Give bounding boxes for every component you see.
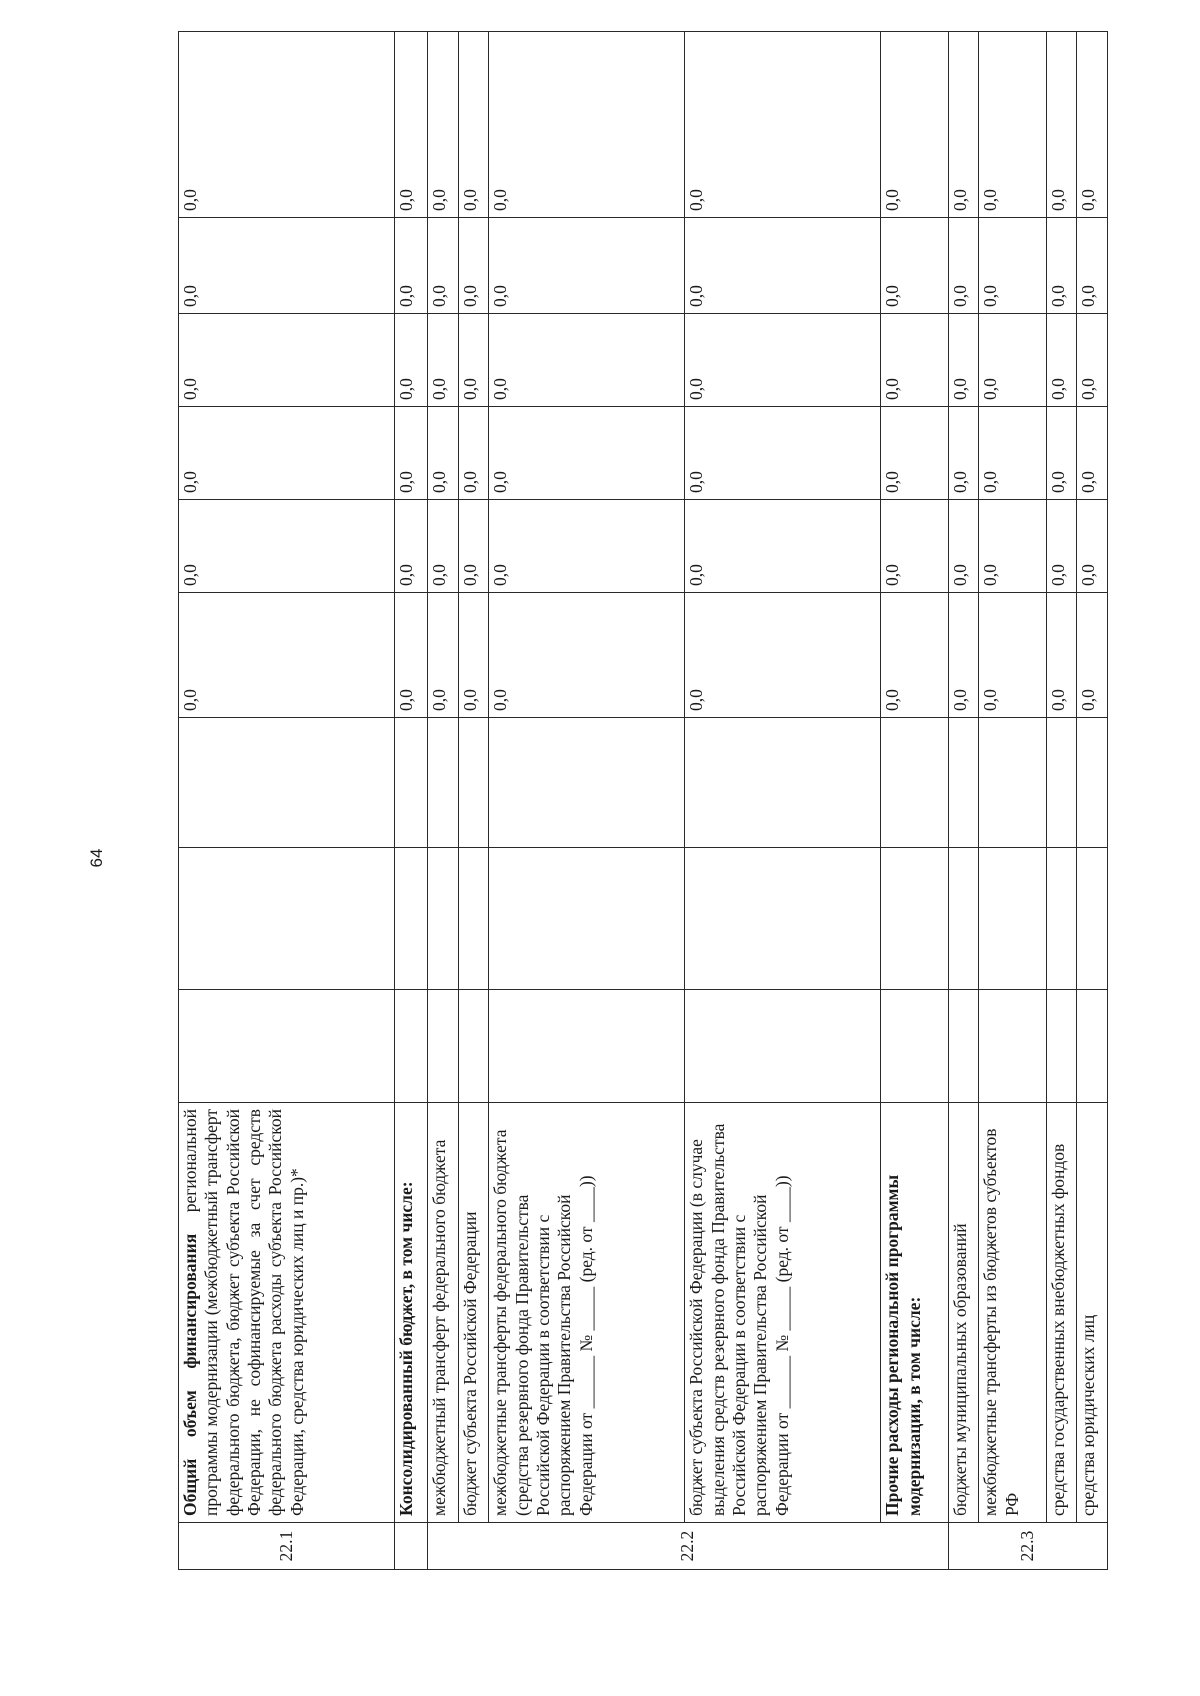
row-description: Общий объем финансирования региональной программы модернизации (межбюджетный трансферт федерального бюджета, бюджет субъекта Российской Федерации, не софинансируемые за счет средств федерального бюджета расходы субъекта Российской Федерации, средства юридических лиц и пр.)* — [179, 1103, 395, 1523]
row-number — [394, 1523, 428, 1570]
value-cell: 0,0 — [179, 218, 395, 314]
value-cell: 0,0 — [948, 500, 978, 593]
value-cell: 0,0 — [1077, 407, 1108, 500]
value-cell: 0,0 — [458, 500, 488, 593]
value-cell: 0,0 — [881, 593, 949, 718]
empty-cell — [1046, 990, 1076, 1103]
empty-cell — [428, 848, 458, 990]
table-row — [179, 32, 395, 1570]
value-cell: 0,0 — [489, 593, 685, 718]
value-cell: 0,0 — [489, 314, 685, 407]
row-description: бюджет субъекта Российской Федерации (в случае выделения средств резервного фонда Правительства Российской Федерации в соответствии с распоряжением Правительства Российской Федерации от ______ № _____ (ред. от ____)) — [685, 1103, 881, 1523]
value-cell: 0,0 — [394, 500, 428, 593]
value-cell: 0,0 — [179, 32, 395, 218]
value-cell: 0,0 — [458, 218, 488, 314]
value-cell: 0,0 — [428, 407, 458, 500]
value-cell: 0,0 — [1077, 314, 1108, 407]
value-cell: 0,0 — [489, 500, 685, 593]
empty-cell — [179, 848, 395, 990]
value-cell: 0,0 — [1046, 32, 1076, 218]
value-cell: 0,0 — [1077, 593, 1108, 718]
value-cell: 0,0 — [881, 314, 949, 407]
empty-cell — [948, 848, 978, 990]
value-cell: 0,0 — [685, 593, 881, 718]
table-row — [948, 32, 978, 1570]
empty-cell — [458, 990, 488, 1103]
value-cell: 0,0 — [179, 500, 395, 593]
value-cell: 0,0 — [685, 500, 881, 593]
row-number: 22.3 — [948, 1523, 1107, 1570]
value-cell: 0,0 — [428, 593, 458, 718]
empty-cell — [394, 848, 428, 990]
value-cell: 0,0 — [948, 593, 978, 718]
table-row — [1077, 32, 1108, 1570]
value-cell: 0,0 — [685, 218, 881, 314]
row-description: средства государственных внебюджетных фондов — [1046, 1103, 1076, 1523]
value-cell: 0,0 — [458, 407, 488, 500]
table-row — [979, 32, 1047, 1570]
value-cell: 0,0 — [394, 32, 428, 218]
empty-cell — [1046, 718, 1076, 848]
empty-cell — [489, 718, 685, 848]
value-cell: 0,0 — [979, 500, 1047, 593]
row-description: межбюджетный трансферт федерального бюджета — [428, 1103, 458, 1523]
value-cell: 0,0 — [881, 500, 949, 593]
table-row — [394, 32, 428, 1570]
value-cell: 0,0 — [394, 314, 428, 407]
value-cell: 0,0 — [428, 218, 458, 314]
empty-cell — [685, 848, 881, 990]
value-cell: 0,0 — [979, 32, 1047, 218]
value-cell: 0,0 — [394, 593, 428, 718]
value-cell: 0,0 — [979, 407, 1047, 500]
row-description: межбюджетные трансферты федерального бюджета (средства резервного фонда Правительства Российской Федерации в соответствии с распоряжением Правительства Российской Федерации от ______ № _____ (ред. от ____)) — [489, 1103, 685, 1523]
value-cell: 0,0 — [979, 218, 1047, 314]
value-cell: 0,0 — [948, 314, 978, 407]
value-cell: 0,0 — [881, 407, 949, 500]
value-cell: 0,0 — [428, 500, 458, 593]
value-cell: 0,0 — [489, 32, 685, 218]
value-cell: 0,0 — [179, 314, 395, 407]
value-cell: 0,0 — [979, 593, 1047, 718]
empty-cell — [948, 990, 978, 1103]
row-description: бюджеты муниципальных образований — [948, 1103, 978, 1523]
empty-cell — [1046, 848, 1076, 990]
row-description: бюджет субъекта Российской Федерации — [458, 1103, 488, 1523]
row-number: 22.1 — [179, 1523, 395, 1570]
page-number-text: 64 — [87, 848, 106, 868]
value-cell: 0,0 — [881, 218, 949, 314]
empty-cell — [1077, 848, 1108, 990]
table-row — [685, 32, 881, 1570]
value-cell: 0,0 — [394, 407, 428, 500]
table-row — [489, 32, 685, 1570]
empty-cell — [948, 718, 978, 848]
value-cell: 0,0 — [428, 32, 458, 218]
empty-cell — [458, 848, 488, 990]
value-cell: 0,0 — [458, 314, 488, 407]
value-cell: 0,0 — [1077, 218, 1108, 314]
value-cell: 0,0 — [979, 314, 1047, 407]
value-cell: 0,0 — [685, 314, 881, 407]
empty-cell — [979, 848, 1047, 990]
empty-cell — [1077, 990, 1108, 1103]
empty-cell — [881, 990, 949, 1103]
empty-cell — [979, 990, 1047, 1103]
empty-cell — [428, 990, 458, 1103]
value-cell: 0,0 — [1046, 314, 1076, 407]
value-cell: 0,0 — [1077, 32, 1108, 218]
value-cell: 0,0 — [1046, 407, 1076, 500]
value-cell: 0,0 — [948, 218, 978, 314]
table-row — [881, 32, 949, 1570]
row-description: средства юридических лиц — [1077, 1103, 1108, 1523]
empty-cell — [979, 718, 1047, 848]
value-cell: 0,0 — [489, 407, 685, 500]
value-cell: 0,0 — [1046, 500, 1076, 593]
row-description: Консолидированный бюджет, в том числе: — [394, 1103, 428, 1523]
empty-cell — [881, 848, 949, 990]
value-cell: 0,0 — [881, 32, 949, 218]
empty-cell — [489, 990, 685, 1103]
empty-cell — [394, 718, 428, 848]
empty-cell — [881, 718, 949, 848]
value-cell: 0,0 — [458, 32, 488, 218]
value-cell: 0,0 — [1077, 500, 1108, 593]
empty-cell — [394, 990, 428, 1103]
value-cell: 0,0 — [428, 314, 458, 407]
row-description: межбюджетные трансферты из бюджетов субъектов РФ — [979, 1103, 1047, 1523]
value-cell: 0,0 — [179, 407, 395, 500]
value-cell: 0,0 — [685, 407, 881, 500]
table-row — [1046, 32, 1076, 1570]
row-number: 22.2 — [428, 1523, 949, 1570]
empty-cell — [1077, 718, 1108, 848]
value-cell: 0,0 — [685, 32, 881, 218]
value-cell: 0,0 — [394, 218, 428, 314]
financing-table — [178, 31, 1108, 1570]
empty-cell — [458, 718, 488, 848]
row-description: Прочие расходы региональной программы модернизации, в том числе: — [881, 1103, 949, 1523]
empty-cell — [179, 718, 395, 848]
value-cell: 0,0 — [489, 218, 685, 314]
value-cell: 0,0 — [948, 407, 978, 500]
empty-cell — [685, 718, 881, 848]
table-row — [428, 32, 458, 1570]
rotated-table-container — [178, 32, 1108, 1570]
empty-cell — [489, 848, 685, 990]
value-cell: 0,0 — [1046, 218, 1076, 314]
empty-cell — [428, 718, 458, 848]
value-cell: 0,0 — [458, 593, 488, 718]
value-cell: 0,0 — [179, 593, 395, 718]
table-row — [458, 32, 488, 1570]
empty-cell — [179, 990, 395, 1103]
empty-cell — [685, 990, 881, 1103]
value-cell: 0,0 — [1046, 593, 1076, 718]
value-cell: 0,0 — [948, 32, 978, 218]
